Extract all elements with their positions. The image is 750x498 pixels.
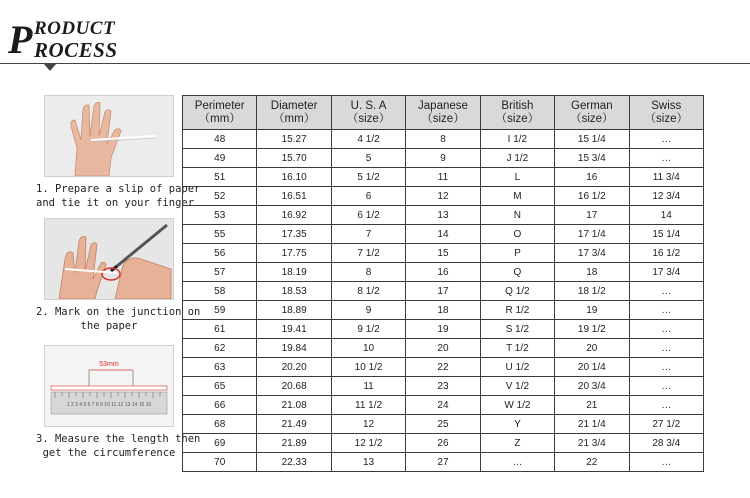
- table-row: [183, 339, 704, 358]
- cell-perimeter: 70: [183, 453, 257, 472]
- cell-perimeter: 48: [183, 130, 257, 149]
- cell-swiss: …: [629, 453, 703, 472]
- cell-diameter: 15.27: [257, 130, 331, 149]
- cell-diameter: 17.75: [257, 244, 331, 263]
- step-2-line-2: the paper: [80, 320, 138, 332]
- cell-perimeter: 59: [183, 301, 257, 320]
- cell-swiss: …: [629, 358, 703, 377]
- cell-perimeter: 69: [183, 434, 257, 453]
- cell-german: 17: [555, 206, 629, 225]
- table-row: [183, 244, 704, 263]
- cell-usa: 8: [331, 263, 405, 282]
- header-japanese: Japanese （size）: [406, 96, 480, 130]
- cell-british: Y: [480, 415, 554, 434]
- cell-japanese: 11: [406, 168, 480, 187]
- cell-british: U 1/2: [480, 358, 554, 377]
- cell-perimeter: 55: [183, 225, 257, 244]
- ruler-icon: [45, 346, 173, 426]
- cell-perimeter: 61: [183, 320, 257, 339]
- cell-swiss: …: [629, 301, 703, 320]
- ruler-label: 53mm: [99, 361, 119, 368]
- cell-japanese: 13: [406, 206, 480, 225]
- cell-perimeter: 51: [183, 168, 257, 187]
- header-perimeter: Perimeter （mm）: [183, 96, 257, 130]
- step-1-line-1: 1. Prepare a slip of paper: [36, 183, 201, 195]
- table-row: [183, 377, 704, 396]
- cell-british: P: [480, 244, 554, 263]
- table-row: [183, 396, 704, 415]
- cell-japanese: 24: [406, 396, 480, 415]
- cell-swiss: …: [629, 339, 703, 358]
- cell-japanese: 27: [406, 453, 480, 472]
- cell-german: 21 1/4: [555, 415, 629, 434]
- cell-german: 17 3/4: [555, 244, 629, 263]
- cell-german: 18 1/2: [555, 282, 629, 301]
- cell-perimeter: 68: [183, 415, 257, 434]
- table-row: [183, 415, 704, 434]
- cell-british: M: [480, 187, 554, 206]
- step-2-caption: [36, 305, 201, 333]
- table-row: [183, 130, 704, 149]
- cell-diameter: 16.51: [257, 187, 331, 206]
- step-3-caption: [36, 432, 201, 460]
- cell-swiss: 15 1/4: [629, 225, 703, 244]
- table-row: [183, 187, 704, 206]
- cell-swiss: 14: [629, 206, 703, 225]
- cell-german: 20 1/4: [555, 358, 629, 377]
- brand-line-1: RODUCT: [34, 18, 116, 39]
- cell-diameter: 16.10: [257, 168, 331, 187]
- cell-german: 20 3/4: [555, 377, 629, 396]
- header-diameter: Diameter （mm）: [257, 96, 331, 130]
- cell-swiss: …: [629, 320, 703, 339]
- cell-usa: 6: [331, 187, 405, 206]
- cell-usa: 12 1/2: [331, 434, 405, 453]
- table-row: [183, 168, 704, 187]
- cell-german: 16: [555, 168, 629, 187]
- brand-initial: P: [8, 17, 33, 62]
- table-row: [183, 453, 704, 472]
- cell-japanese: 22: [406, 358, 480, 377]
- cell-british: Q: [480, 263, 554, 282]
- cell-japanese: 25: [406, 415, 480, 434]
- cell-perimeter: 62: [183, 339, 257, 358]
- step-2-line-1: 2. Mark on the junction on: [36, 306, 201, 318]
- cell-diameter: 21.89: [257, 434, 331, 453]
- table-row: [183, 358, 704, 377]
- table-header-row: [183, 96, 704, 130]
- cell-diameter: 18.53: [257, 282, 331, 301]
- cell-usa: 11: [331, 377, 405, 396]
- cell-perimeter: 63: [183, 358, 257, 377]
- cell-british: N: [480, 206, 554, 225]
- table-row: [183, 149, 704, 168]
- cell-british: W 1/2: [480, 396, 554, 415]
- cell-diameter: 19.41: [257, 320, 331, 339]
- cell-perimeter: 49: [183, 149, 257, 168]
- cell-usa: 13: [331, 453, 405, 472]
- cell-japanese: 15: [406, 244, 480, 263]
- table-row: [183, 225, 704, 244]
- step-3-line-2: get the circumference: [42, 447, 176, 459]
- cell-german: 17 1/4: [555, 225, 629, 244]
- table-row: [183, 263, 704, 282]
- cell-german: 22: [555, 453, 629, 472]
- table-row: [183, 206, 704, 225]
- cell-german: 20: [555, 339, 629, 358]
- header-swiss: Swiss （size）: [629, 96, 703, 130]
- cell-perimeter: 65: [183, 377, 257, 396]
- hand-paper-icon: [45, 96, 173, 176]
- table-row: [183, 282, 704, 301]
- cell-swiss: 16 1/2: [629, 244, 703, 263]
- cell-usa: 9 1/2: [331, 320, 405, 339]
- cell-diameter: 15.70: [257, 149, 331, 168]
- cell-usa: 9: [331, 301, 405, 320]
- cell-british: R 1/2: [480, 301, 554, 320]
- table-row: [183, 301, 704, 320]
- cell-german: 21 3/4: [555, 434, 629, 453]
- cell-british: L: [480, 168, 554, 187]
- cell-usa: 4 1/2: [331, 130, 405, 149]
- cell-usa: 7: [331, 225, 405, 244]
- step-3-image: [44, 345, 174, 427]
- cell-japanese: 18: [406, 301, 480, 320]
- cell-usa: 8 1/2: [331, 282, 405, 301]
- cell-british: O: [480, 225, 554, 244]
- cell-swiss: 17 3/4: [629, 263, 703, 282]
- cell-swiss: 11 3/4: [629, 168, 703, 187]
- brand-line-2: ROCESS: [34, 38, 118, 62]
- cell-swiss: 12 3/4: [629, 187, 703, 206]
- hand-pen-icon: [45, 219, 173, 299]
- cell-swiss: …: [629, 377, 703, 396]
- step-1-line-2: and tie it on your finger: [36, 197, 195, 209]
- cell-usa: 7 1/2: [331, 244, 405, 263]
- cell-usa: 5 1/2: [331, 168, 405, 187]
- cell-perimeter: 56: [183, 244, 257, 263]
- cell-german: 21: [555, 396, 629, 415]
- table-body: [183, 130, 704, 472]
- cell-british: T 1/2: [480, 339, 554, 358]
- cell-diameter: 17.35: [257, 225, 331, 244]
- cell-japanese: 17: [406, 282, 480, 301]
- cell-perimeter: 58: [183, 282, 257, 301]
- cell-diameter: 18.19: [257, 263, 331, 282]
- cell-japanese: 8: [406, 130, 480, 149]
- cell-british: S 1/2: [480, 320, 554, 339]
- ruler-digits: 1 2 3 4 5 6 7 8 9 10 11 12 13 14 15 16: [66, 402, 152, 408]
- cell-japanese: 16: [406, 263, 480, 282]
- cell-usa: 10: [331, 339, 405, 358]
- cell-british: Q 1/2: [480, 282, 554, 301]
- cell-british: J 1/2: [480, 149, 554, 168]
- cell-diameter: 20.20: [257, 358, 331, 377]
- table-row: [183, 434, 704, 453]
- cell-german: 15 1/4: [555, 130, 629, 149]
- cell-perimeter: 53: [183, 206, 257, 225]
- cell-perimeter: 52: [183, 187, 257, 206]
- cell-usa: 6 1/2: [331, 206, 405, 225]
- table-row: [183, 320, 704, 339]
- size-conversion-table: [182, 95, 704, 472]
- cell-usa: 12: [331, 415, 405, 434]
- cell-german: 16 1/2: [555, 187, 629, 206]
- cell-german: 19: [555, 301, 629, 320]
- cell-swiss: …: [629, 282, 703, 301]
- header-german: German （size）: [555, 96, 629, 130]
- cell-japanese: 14: [406, 225, 480, 244]
- cell-swiss: …: [629, 396, 703, 415]
- cell-diameter: 22.33: [257, 453, 331, 472]
- cell-japanese: 26: [406, 434, 480, 453]
- cell-diameter: 16.92: [257, 206, 331, 225]
- cell-diameter: 19.84: [257, 339, 331, 358]
- step-2-image: [44, 218, 174, 300]
- brand-logo: [8, 18, 188, 62]
- cell-diameter: 21.08: [257, 396, 331, 415]
- cell-german: 19 1/2: [555, 320, 629, 339]
- cell-swiss: 27 1/2: [629, 415, 703, 434]
- cell-usa: 10 1/2: [331, 358, 405, 377]
- cell-perimeter: 66: [183, 396, 257, 415]
- cell-perimeter: 57: [183, 263, 257, 282]
- cell-british: Z: [480, 434, 554, 453]
- cell-japanese: 20: [406, 339, 480, 358]
- cell-usa: 11 1/2: [331, 396, 405, 415]
- cell-japanese: 9: [406, 149, 480, 168]
- cell-british: I 1/2: [480, 130, 554, 149]
- header-british: British （size）: [480, 96, 554, 130]
- cell-swiss: 28 3/4: [629, 434, 703, 453]
- ring-size-table: [182, 95, 704, 471]
- cell-japanese: 23: [406, 377, 480, 396]
- header-usa: U. S. A （size）: [331, 96, 405, 130]
- header-divider: [0, 63, 750, 64]
- cell-german: 18: [555, 263, 629, 282]
- cell-diameter: 18.89: [257, 301, 331, 320]
- cell-diameter: 21.49: [257, 415, 331, 434]
- cell-swiss: …: [629, 130, 703, 149]
- header-pointer: [44, 64, 56, 71]
- cell-japanese: 19: [406, 320, 480, 339]
- cell-british: …: [480, 453, 554, 472]
- step-3-line-1: 3. Measure the length then: [36, 433, 201, 445]
- cell-japanese: 12: [406, 187, 480, 206]
- cell-diameter: 20.68: [257, 377, 331, 396]
- cell-usa: 5: [331, 149, 405, 168]
- step-1-image: [44, 95, 174, 177]
- cell-british: V 1/2: [480, 377, 554, 396]
- cell-german: 15 3/4: [555, 149, 629, 168]
- step-1-caption: [36, 182, 201, 210]
- cell-swiss: …: [629, 149, 703, 168]
